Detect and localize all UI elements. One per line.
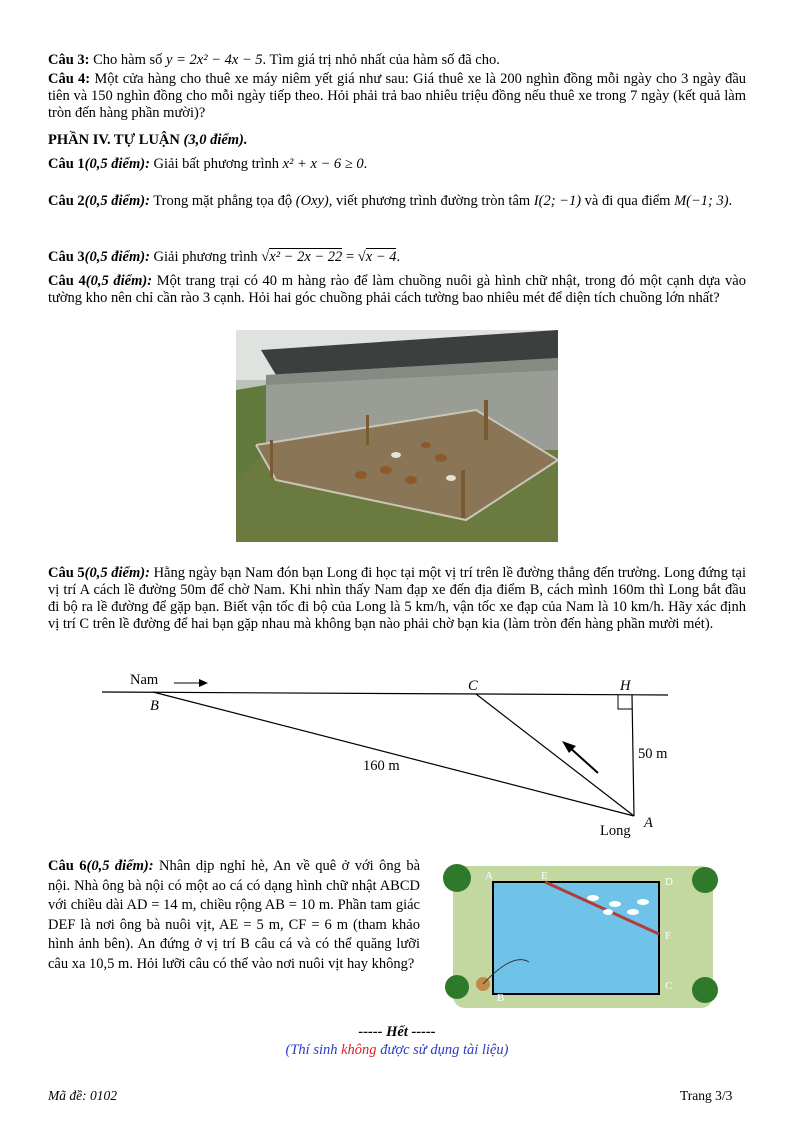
essay-4	[48, 273, 746, 307]
pond-label-e: E	[541, 870, 548, 882]
sqrt-icon: √	[357, 249, 366, 265]
e1-post: .	[363, 156, 368, 172]
label-long: Long	[600, 823, 631, 839]
segment-ca	[476, 694, 634, 816]
e3-score: (0,5 điểm):	[84, 249, 150, 265]
question-4	[48, 71, 746, 122]
road-diagram	[98, 668, 678, 843]
pond-label-a: A	[485, 870, 493, 882]
e4-score: (0,5 điểm):	[85, 273, 153, 289]
part-4-heading	[48, 132, 746, 149]
pond-illustration	[443, 862, 718, 1012]
label-b: B	[150, 698, 159, 714]
essay-1	[48, 156, 746, 173]
segment-ha	[632, 695, 634, 816]
label-h: H	[620, 678, 631, 694]
label-160m: 160 m	[363, 758, 400, 774]
pond-label-d: D	[665, 876, 673, 888]
e6-text: Nhân dịp nghỉ hè, An về quê ở với ông bà nội. Nhà ông bà nội có một ao cá có dạng hình chữ nhật ABCD với chiều dài AD = 14 m, chiều rộng AB = 10 m. Phần tam giác DEF là nơi ông bà nuôi vịt, AE = 5 m, CF = 6 m (tham khảo hình ảnh bên). An đứng ở vị trí B câu cá và có thể quăng lưỡi câu xa 10,5 m. Hỏi lưỡi câu có thể vào nơi nuôi vịt hay không?	[48, 858, 421, 972]
e1-formula: x² + x − 6 ≥ 0	[282, 156, 364, 172]
essay-6	[48, 857, 420, 974]
e1-pre: Giải bất phương trình	[153, 156, 279, 172]
label-a: A	[644, 815, 653, 831]
q3-pre: Cho hàm số	[93, 52, 163, 68]
label-c: C	[468, 678, 478, 694]
road-line	[102, 692, 668, 695]
q4-label: Câu 4:	[48, 71, 91, 87]
e2-center: I(2; −1)	[533, 193, 582, 209]
label-50m: 50 m	[638, 746, 668, 762]
q3-formula: y = 2x² − 4x − 5	[166, 52, 263, 68]
e4-text: Một trang trại có 40 m hàng rào để làm chuồng nuôi gà hình chữ nhật, trong đó một cạnh dựa vào tường kho nên chỉ cần rào 3 cạnh. Hỏi hai góc chuồng phải cách tường bao nhiêu mét để diện tích chuồng lớn nhất?	[48, 273, 746, 306]
segment-ba	[153, 692, 634, 816]
e2-text1: Trong mặt phẳng tọa độ	[153, 193, 293, 209]
part4-title: PHẦN IV. TỰ LUẬN	[48, 132, 180, 148]
e2-post: .	[728, 193, 733, 209]
e2-score: (0,5 điểm):	[84, 193, 150, 209]
e3-pre: Giải phương trình	[153, 249, 258, 265]
right-angle-mark	[618, 695, 632, 709]
e3-lhs: x² − 2x − 22	[269, 249, 343, 265]
arrow-icon	[199, 679, 208, 687]
q3-post: . Tìm giá trị nhỏ nhất của hàm số đã cho.	[262, 52, 500, 68]
e4-label: Câu 4	[48, 273, 86, 289]
e3-rhs: x − 4	[365, 249, 397, 265]
pond-label-c: C	[665, 980, 673, 992]
pond-label-f: F	[665, 930, 672, 942]
pond-label-b: B	[497, 992, 505, 1004]
page-number: Trang 3/3	[680, 1088, 733, 1103]
e3-label: Câu 3	[48, 249, 85, 265]
question-3	[48, 52, 746, 69]
essay-2	[48, 188, 746, 214]
end-note: (Thí sinh không được sử dụng tài liệu)	[285, 1042, 509, 1058]
e5-score: (0,5 điểm):	[84, 565, 150, 581]
e2-text4: điểm	[641, 193, 671, 209]
essay-3: Câu 3(0,5 điểm): Giải phương trình √x² − 2x − 22 = √x − 4.	[48, 249, 401, 265]
sqrt-icon: √	[261, 249, 270, 265]
e3-post: .	[396, 249, 401, 265]
e2-text2: , viết phương trình đường tròn tâm	[328, 193, 531, 209]
q3-label: Câu 3:	[48, 52, 90, 68]
e6-label: Câu 6	[48, 858, 87, 874]
e1-label: Câu 1	[48, 156, 85, 172]
e6-score: (0,5 điểm):	[86, 858, 154, 874]
label-nam: Nam	[130, 672, 159, 688]
e5-text: Hằng ngày bạn Nam đón bạn Long đi học tại một vị trí trên lề đường thẳng đến trường. Long đứng tại vị trí A cách lề đường 50m để chờ Nam. Khi nhìn thấy Nam đạp xe đến địa điểm B, cách mình 160m thì Long bắt đầu đi bộ ra lề đường để gặp bạn. Biết vận tốc đi bộ của Long là 5 km/h, vận tốc xe đạp của Nam là 10 km/h. Hãy xác định vị trí C trên lề đường để hai bạn gặp nhau mà không bạn nào phải chờ bạn kia (làm tròn đến hàng phần mười mét).	[48, 565, 746, 632]
e1-score: (0,5 điểm):	[84, 156, 150, 172]
essay-5	[48, 565, 746, 633]
e2-text3: và đi qua	[584, 193, 638, 209]
e2-oxy: (Oxy)	[295, 193, 329, 209]
end-marker: ----- Hết -----	[358, 1024, 436, 1040]
chicken-coop-photo	[236, 330, 558, 542]
e2-point: M(−1; 3)	[674, 193, 729, 209]
e2-label: Câu 2	[48, 193, 85, 209]
part4-score: (3,0 điểm).	[183, 132, 248, 148]
exam-code: Mã đề: 0102	[48, 1088, 117, 1103]
q4-text: Một cửa hàng cho thuê xe máy niêm yết giá như sau: Giá thuê xe là 200 nghìn đồng mỗi ngày cho 3 ngày đầu tiên và 150 nghìn đồng cho mỗi ngày tiếp theo. Hỏi phải trả bao nhiêu triệu đồng nếu thuê xe trong 7 ngày (kết quả làm tròn đến hàng phần mười)?	[48, 71, 747, 121]
e5-label: Câu 5	[48, 565, 85, 581]
